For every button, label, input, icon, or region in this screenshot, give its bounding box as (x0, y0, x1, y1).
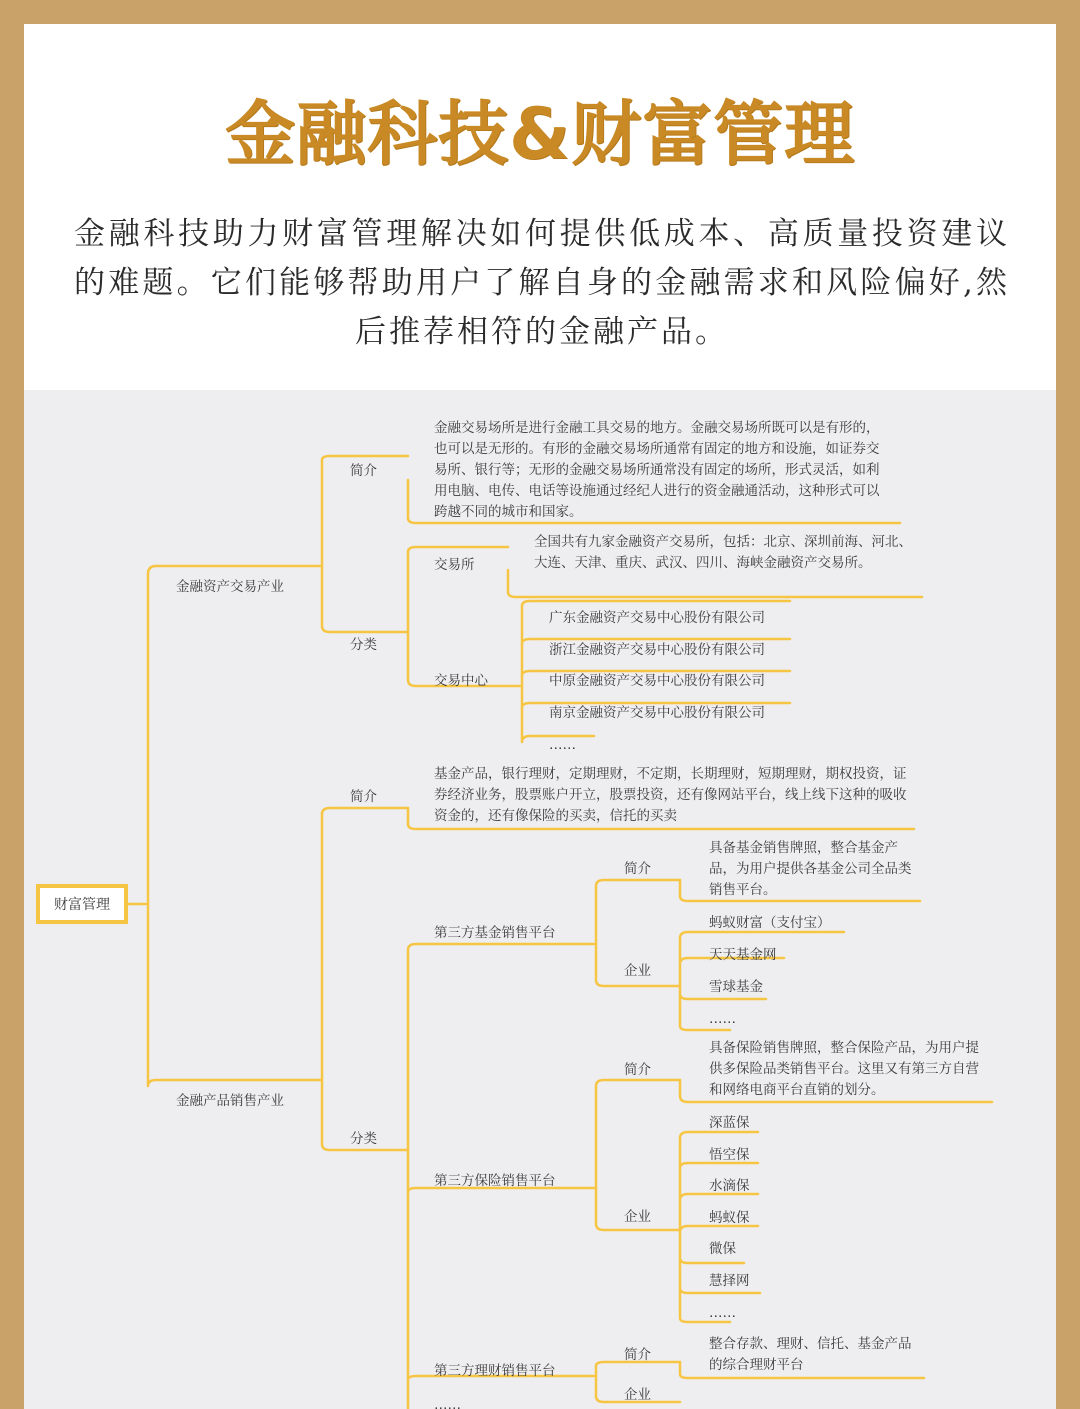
node-wealth-intro-text: 整合存款、理财、信托、基金产品的综合理财平台 (709, 1336, 912, 1373)
node-sales-category-label[interactable]: 分类 (350, 1131, 377, 1147)
intro-paragraph: 金融科技助力财富管理解决如何提供低成本、高质量投资建议的难题。它们能够帮助用户了解自身的金融需求和风险偏好,然后推荐相符的金融产品。 (74, 216, 1010, 350)
root-node[interactable]: 财富管理 (36, 884, 128, 924)
page-title: 金融科技&财富管理 (224, 93, 856, 175)
mind-map (24, 390, 1056, 1409)
node-fund-intro-text: 具备基金销售牌照，整合基金产品，为用户提供各基金公司全品类销售平台。 (709, 840, 912, 898)
node-insurance-intro-text: 具备保险销售牌照，整合保险产品，为用户提供多保险品类销售平台。这里又有第三方自营和网络电商平台直销的划分。 (709, 1040, 979, 1098)
node-wealth-company-label[interactable]: 企业 (624, 1387, 651, 1403)
insurance-company: 蚂蚁保 (709, 1210, 750, 1226)
center-item-more: …… (549, 737, 576, 753)
node-wealth-platform[interactable]: 第三方理财销售平台 (434, 1363, 556, 1379)
insurance-company-more: …… (709, 1305, 736, 1321)
connector-b2 (322, 808, 408, 1150)
node-fund-company-label[interactable]: 企业 (624, 963, 651, 979)
insurance-company: 悟空保 (709, 1147, 750, 1163)
insurance-company: 水滴保 (709, 1178, 750, 1194)
node-wealth-intro-label[interactable]: 简介 (624, 1347, 651, 1363)
node-more-platforms: …… (434, 1397, 461, 1409)
center-item: 浙江金融资产交易中心股份有限公司 (549, 642, 765, 658)
node-insurance-intro-label[interactable]: 简介 (624, 1062, 651, 1078)
insurance-company: 深蓝保 (709, 1115, 750, 1131)
fund-company: 雪球基金 (709, 979, 763, 995)
connector-root (128, 566, 320, 1086)
card (24, 24, 1056, 1409)
node-fund-platform[interactable]: 第三方基金销售平台 (434, 925, 556, 941)
node-insurance-company-label[interactable]: 企业 (624, 1209, 651, 1225)
center-item: 广东金融资产交易中心股份有限公司 (549, 610, 765, 626)
header (24, 24, 1056, 390)
fund-company-more: …… (709, 1011, 736, 1027)
node-trading-center[interactable]: 交易中心 (434, 673, 488, 689)
node-exchange-text: 全国共有九家金融资产交易所，包括：北京、深圳前海、河北、大连、天津、重庆、武汉、四川、海峡金融资产交易所。 (534, 534, 912, 571)
node-fund-intro-label[interactable]: 简介 (624, 861, 651, 877)
branch-asset-exchange[interactable]: 金融资产交易产业 (176, 579, 284, 595)
node-sales-intro-text: 基金产品，银行理财，定期理财，不定期，长期理财，短期理财，期权投资，证券经济业务，股票账户开立，股票投资，还有像网站平台，线上线下这种的吸收资金的，还有像保险的买卖，信托的买卖 (434, 766, 907, 824)
connector-b1 (322, 456, 408, 632)
node-asset-intro-text: 金融交易场所是进行金融工具交易的地方。金融交易场所既可以是有形的，也可以是无形的。有形的金融交易场所通常有固定的地方和设施，如证券交易所、银行等；无形的金融交易场所通常没有固定的场所，形式灵活，如利用电脑、电传、电话等设施通过经纪人进行的资金融通活动，这种形式可以跨越不同的城市和国家。 (434, 420, 880, 520)
node-asset-intro-label[interactable]: 简介 (350, 463, 377, 479)
connector-exchange (508, 570, 922, 597)
fund-company: 天天基金网 (709, 947, 777, 963)
center-item: 中原金融资产交易中心股份有限公司 (549, 673, 765, 689)
center-item: 南京金融资产交易中心股份有限公司 (549, 705, 765, 721)
insurance-company: 慧择网 (709, 1273, 750, 1289)
branch-product-sales[interactable]: 金融产品销售产业 (176, 1093, 284, 1109)
node-exchange[interactable]: 交易所 (434, 557, 475, 573)
fund-company: 蚂蚁财富（支付宝） (709, 915, 831, 931)
node-sales-intro-label[interactable]: 简介 (350, 789, 377, 805)
node-asset-category-label[interactable]: 分类 (350, 637, 377, 653)
insurance-company: 微保 (709, 1241, 736, 1257)
node-insurance-platform[interactable]: 第三方保险销售平台 (434, 1173, 556, 1189)
